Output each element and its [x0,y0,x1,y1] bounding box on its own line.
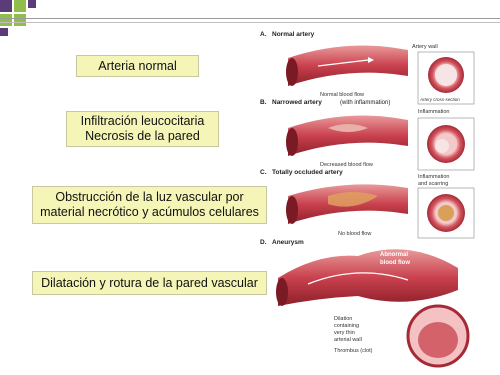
corner-square-purple-3 [0,28,8,36]
narrowed-artery-opening [286,128,298,156]
panel-b-title-suffix: (with inflammation) [340,100,391,106]
normal-flow-label: Normal blood flow [320,92,365,98]
dilation-note-4: arterial wall [334,337,362,343]
label-normal-artery: Arteria normal [76,55,199,77]
panel-c-title: Totally occluded artery [272,169,343,176]
dilation-note-2: containing [334,323,360,329]
panel-b-title: Narrowed artery [272,99,322,106]
panel-b-letter: B. [260,99,267,106]
panel-d-title: Aneurysm [272,239,304,246]
artery-illustration [258,28,478,368]
corner-square-purple-1 [0,0,12,12]
corner-square-green-1 [14,0,26,12]
panel-d-letter: D. [260,239,267,246]
corner-square-green-2 [0,14,12,26]
occluded-artery-opening [286,196,298,224]
dilation-note-1: Dilation [334,316,353,322]
aneurysm-opening [276,278,288,306]
top-divider [0,18,500,19]
normal-artery-tube [288,46,408,87]
thrombus-clot [418,322,458,358]
corner-square-green-3 [14,14,26,26]
no-flow-label: No blood flow [338,231,372,237]
narrowed-artery-tube [288,116,408,157]
panel-a-title: Normal artery [272,31,315,38]
occluded-core [438,205,454,221]
inflammation-label-c: Inflammation [418,174,450,180]
top-divider-thin [0,22,500,23]
panel-c-letter: C. [260,169,267,176]
cross-section-label: Artery cross-section [420,97,460,102]
panel-a-letter: A. [260,31,267,38]
panel-c-occluded-artery [260,169,474,238]
abnormal-flow-label-1: Abnormal [380,252,409,258]
artery-wall-label: Artery wall [412,44,438,50]
dilation-note-3: very thin [334,330,355,336]
narrowed-lumen [435,139,449,153]
aneurysm-tube [278,249,458,306]
panel-b-narrowed-artery [260,99,474,170]
normal-lumen [435,64,457,86]
label-dilation-rupture: Dilatación y rotura de la pared vascular [32,271,267,295]
panel-d-aneurysm [260,239,468,366]
label-leukocyte-infiltration: Infiltración leucocitaria Necrosis de la pared [66,111,219,147]
abnormal-flow-label-2: blood flow [380,260,410,266]
thrombus-label: Thrombus (clot) [334,348,373,354]
inflammation-label-b: Inflammation [418,109,450,115]
scarring-label-c: and scarring [418,181,449,187]
panel-a-normal-artery [260,31,474,104]
label-lumen-obstruction: Obstrucción de la luz vascular por material necrótico y acúmulos celulares [32,186,267,224]
normal-artery-opening [286,58,298,86]
decreased-flow-label: Decreased blood flow [320,162,373,168]
corner-square-purple-2 [28,0,36,8]
